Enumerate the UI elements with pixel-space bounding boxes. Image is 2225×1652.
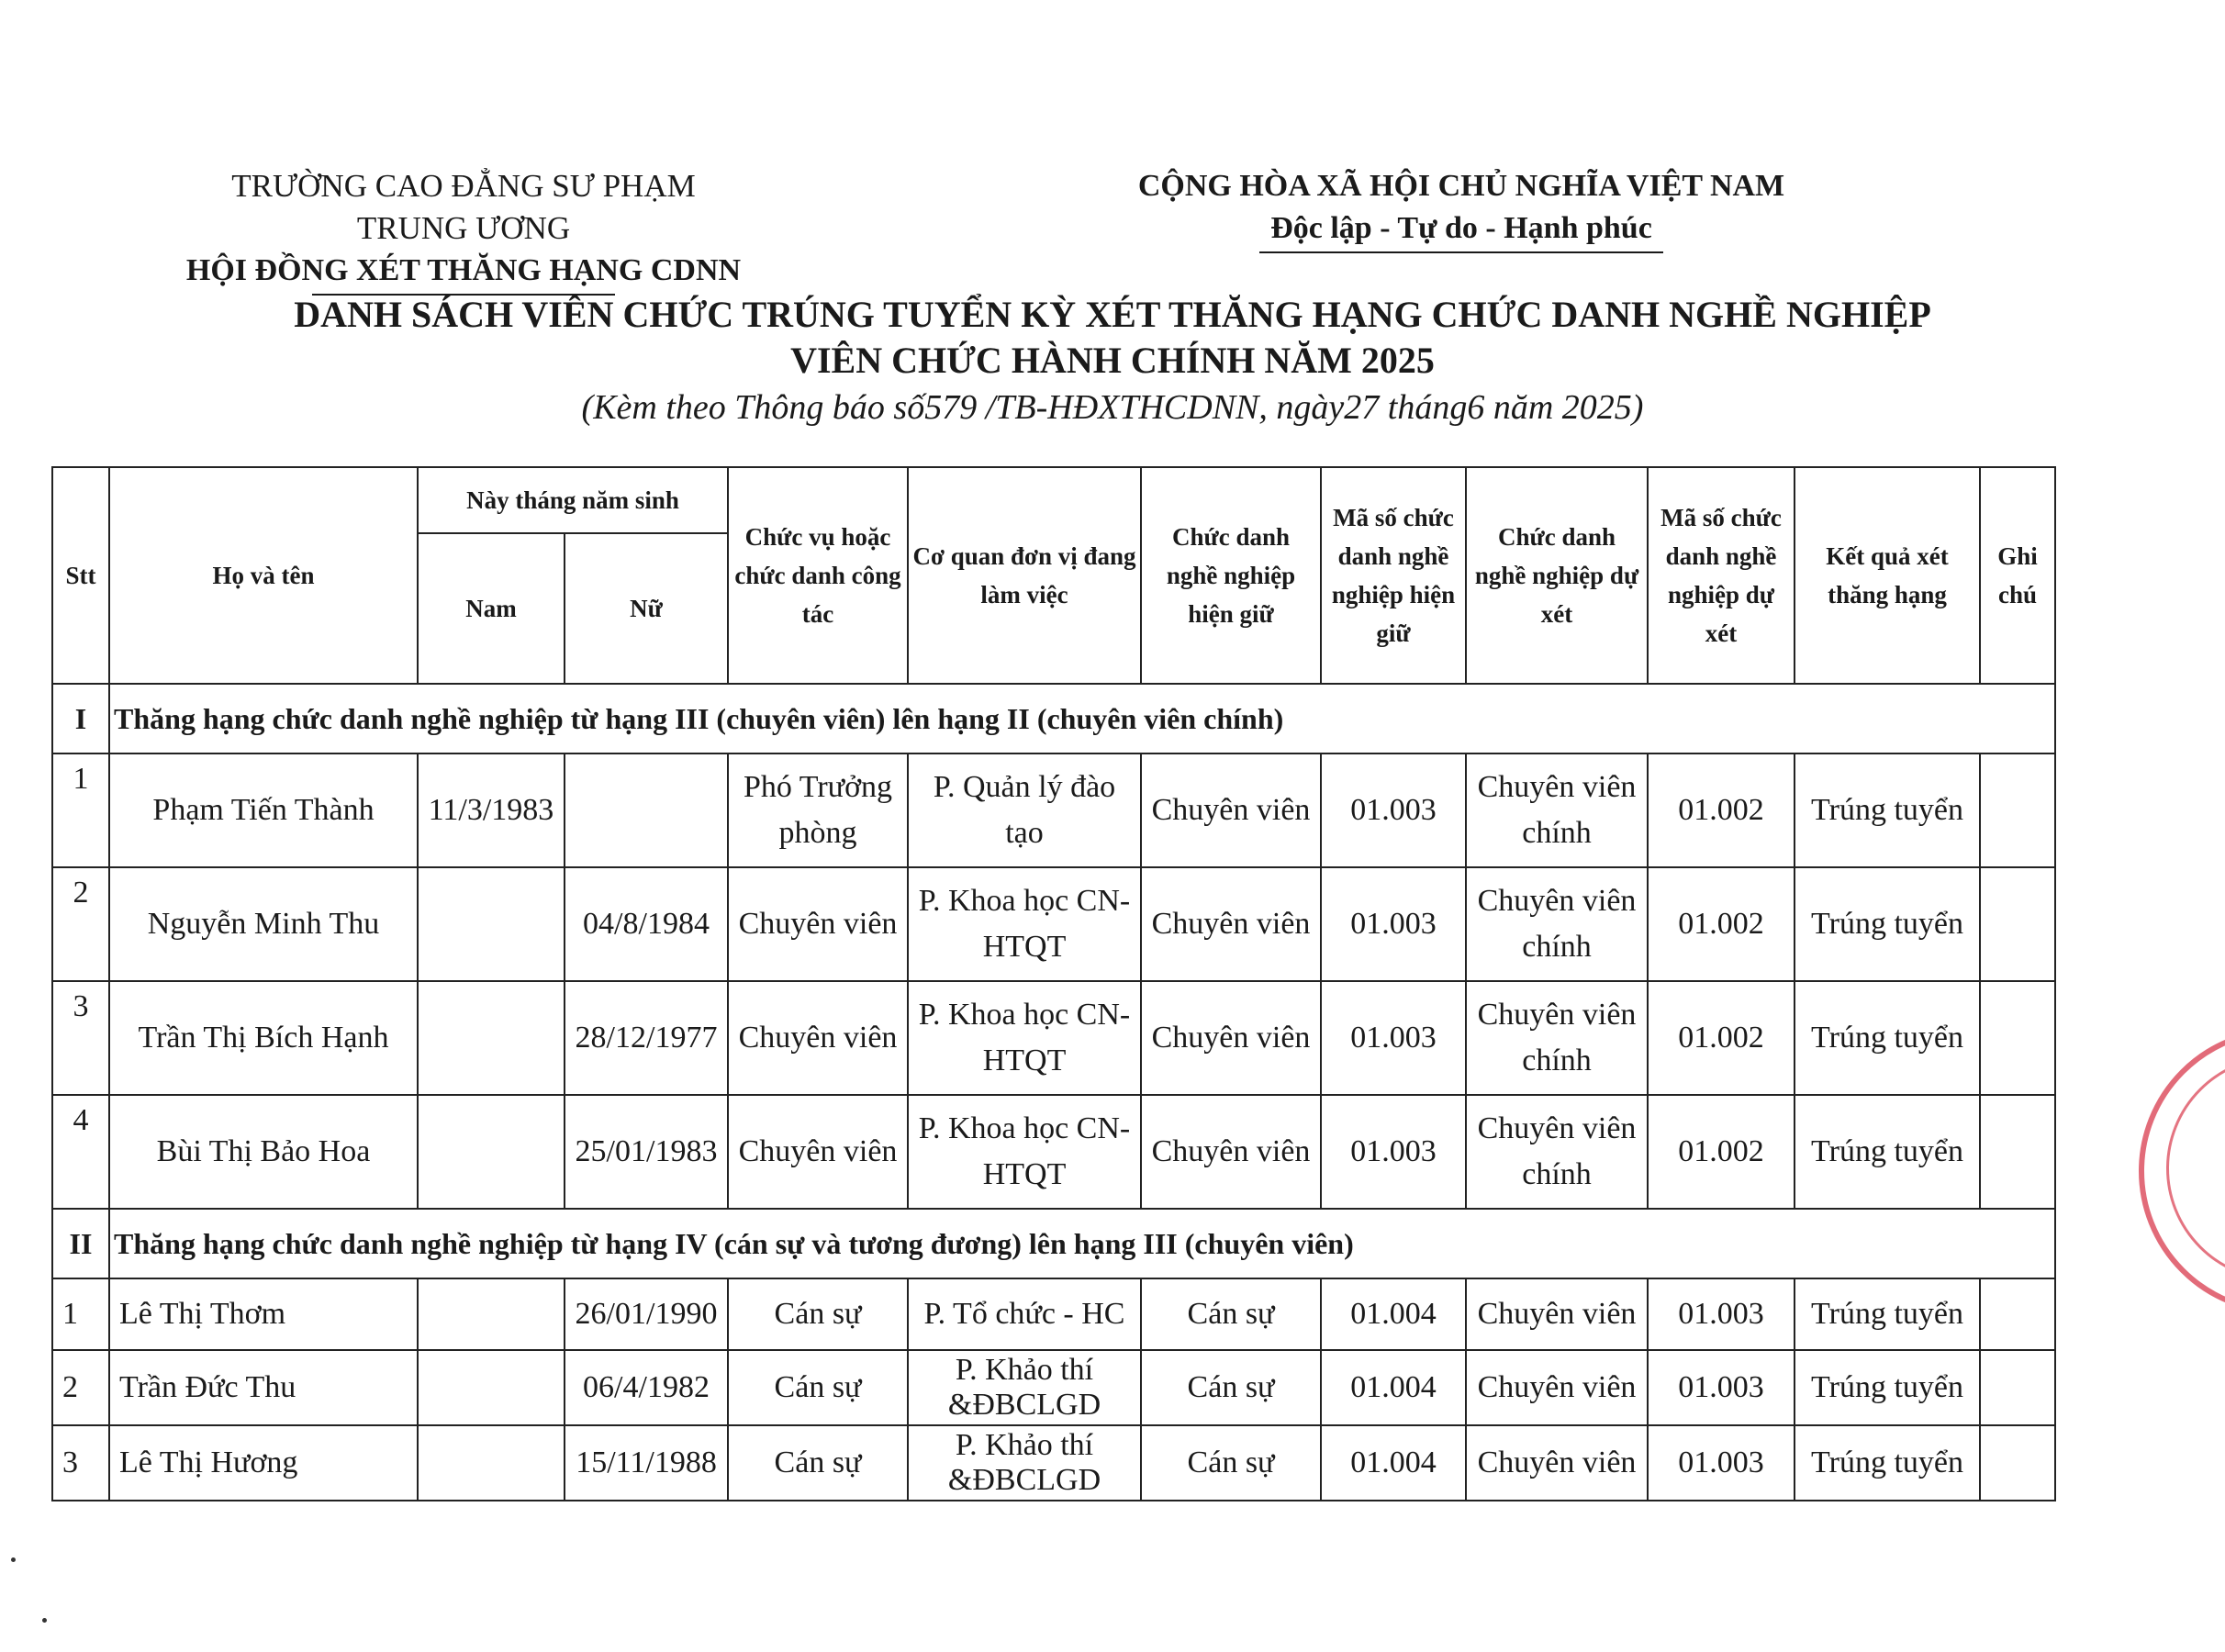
cell-name: Trần Đức Thu (109, 1350, 418, 1425)
scan-speck (11, 1557, 16, 1562)
header-result: Kết quả xét thăng hạng (1795, 467, 1980, 684)
motto: Độc lập - Tự do - Hạnh phúc (1270, 211, 1652, 245)
cell-current-code: 01.004 (1321, 1350, 1466, 1425)
header-stt: Stt (52, 467, 109, 684)
section-number: II (52, 1209, 109, 1278)
cell-result: Trúng tuyển (1795, 1425, 1980, 1501)
table-row (52, 1350, 2055, 1425)
title-line-2: VIÊN CHỨC HÀNH CHÍNH NĂM 2025 (790, 340, 1435, 381)
cell-female: 06/4/1982 (565, 1350, 728, 1425)
cell-stt: 2 (52, 1350, 109, 1425)
cell-current-title: Chuyên viên (1141, 981, 1321, 1095)
cell-target-code: 01.002 (1648, 981, 1795, 1095)
cell-female (565, 753, 728, 867)
cell-unit: P. Khảo thí &ĐBCLGD (908, 1425, 1141, 1501)
table-row (52, 1095, 2055, 1209)
cell-result: Trúng tuyển (1795, 1095, 1980, 1209)
table-row (52, 867, 2055, 981)
document-title (0, 292, 2225, 431)
cell-target-code: 01.002 (1648, 1095, 1795, 1209)
cell-note (1980, 981, 2055, 1095)
cell-target-code: 01.003 (1648, 1278, 1795, 1350)
table-header (52, 467, 2055, 684)
cell-target-code: 01.002 (1648, 753, 1795, 867)
header-right (1131, 165, 1792, 253)
cell-position: Phó Trưởng phòng (728, 753, 908, 867)
cell-result: Trúng tuyển (1795, 981, 1980, 1095)
section-row (52, 1209, 2055, 1278)
cell-note (1980, 1350, 2055, 1425)
cell-current-code: 01.003 (1321, 1095, 1466, 1209)
cell-current-title: Cán sự (1141, 1425, 1321, 1501)
header-target-code: Mã số chức danh nghề nghiệp dự xét (1648, 467, 1795, 684)
header-note: Ghi chú (1980, 467, 2055, 684)
cell-position: Chuyên viên (728, 981, 908, 1095)
country-name: CỘNG HÒA XÃ HỘI CHỦ NGHĨA VIỆT NAM (1137, 169, 1785, 203)
cell-target-code: 01.003 (1648, 1425, 1795, 1501)
table-body (52, 684, 2055, 1501)
section-title: Thăng hạng chức danh nghề nghiệp từ hạng III (chuyên viên) lên hạng II (chuyên viên chính) (109, 684, 2055, 753)
cell-male (418, 867, 565, 981)
school-name: TRƯỜNG CAO ĐẲNG SƯ PHẠM TRUNG ƯƠNG (231, 168, 696, 246)
cell-note (1980, 1425, 2055, 1501)
cell-position: Chuyên viên (728, 867, 908, 981)
cell-male (418, 1095, 565, 1209)
cell-unit: P. Tổ chức - HC (908, 1278, 1141, 1350)
cell-target-title: Chuyên viên chính (1466, 753, 1648, 867)
cell-male (418, 981, 565, 1095)
cell-male (418, 1350, 565, 1425)
cell-target-code: 01.003 (1648, 1350, 1795, 1425)
cell-stt: 3 (52, 981, 109, 1095)
header-left (184, 165, 744, 296)
cell-current-title: Chuyên viên (1141, 1095, 1321, 1209)
header-dob: Này tháng năm sinh (418, 467, 728, 533)
cell-result: Trúng tuyển (1795, 1278, 1980, 1350)
table-row (52, 1278, 2055, 1350)
table-row (52, 753, 2055, 867)
cell-position: Chuyên viên (728, 1095, 908, 1209)
council-name: HỘI ĐỒNG XÉT THĂNG HẠNG CDNN (185, 253, 742, 287)
cell-name: Lê Thị Thơm (109, 1278, 418, 1350)
cell-stt: 1 (52, 1278, 109, 1350)
cell-name: Phạm Tiến Thành (109, 753, 418, 867)
cell-result: Trúng tuyển (1795, 1350, 1980, 1425)
cell-female: 25/01/1983 (565, 1095, 728, 1209)
cell-female: 15/11/1988 (565, 1425, 728, 1501)
header-female: Nữ (565, 533, 728, 684)
cell-target-code: 01.002 (1648, 867, 1795, 981)
cell-name: Bùi Thị Bảo Hoa (109, 1095, 418, 1209)
section-row (52, 684, 2055, 753)
scan-speck (42, 1618, 47, 1623)
title-line-1: DANH SÁCH VIÊN CHỨC TRÚNG TUYỂN KỲ XÉT THĂNG HẠNG CHỨC DANH NGHỀ NGHIỆP (294, 294, 1931, 335)
title-subtitle: (Kèm theo Thông báo số579 /TB-HĐXTHCDNN, ngày27 tháng6 năm 2025) (581, 388, 1644, 427)
cell-current-code: 01.004 (1321, 1278, 1466, 1350)
cell-note (1980, 1095, 2055, 1209)
section-number: I (52, 684, 109, 753)
cell-note (1980, 753, 2055, 867)
cell-name: Lê Thị Hương (109, 1425, 418, 1501)
cell-current-title: Cán sự (1141, 1350, 1321, 1425)
cell-position: Cán sự (728, 1425, 908, 1501)
cell-stt: 2 (52, 867, 109, 981)
cell-current-title: Chuyên viên (1141, 753, 1321, 867)
header-right-underline (1259, 251, 1663, 253)
cell-position: Cán sự (728, 1350, 908, 1425)
cell-result: Trúng tuyển (1795, 753, 1980, 867)
cell-target-title: Chuyên viên chính (1466, 867, 1648, 981)
cell-unit: P. Khoa học CN-HTQT (908, 1095, 1141, 1209)
header-current-code: Mã số chức danh nghề nghiệp hiện giữ (1321, 467, 1466, 684)
cell-current-title: Chuyên viên (1141, 867, 1321, 981)
cell-male (418, 1278, 565, 1350)
cell-note (1980, 1278, 2055, 1350)
cell-position: Cán sự (728, 1278, 908, 1350)
cell-name: Nguyễn Minh Thu (109, 867, 418, 981)
cell-male: 11/3/1983 (418, 753, 565, 867)
candidates-table (51, 466, 2056, 1501)
cell-unit: P. Khảo thí &ĐBCLGD (908, 1350, 1141, 1425)
table-row (52, 1425, 2055, 1501)
cell-current-code: 01.003 (1321, 867, 1466, 981)
cell-result: Trúng tuyển (1795, 867, 1980, 981)
cell-stt: 3 (52, 1425, 109, 1501)
header-unit: Cơ quan đơn vị đang làm việc (908, 467, 1141, 684)
cell-current-title: Cán sự (1141, 1278, 1321, 1350)
cell-current-code: 01.004 (1321, 1425, 1466, 1501)
cell-target-title: Chuyên viên chính (1466, 1095, 1648, 1209)
cell-current-code: 01.003 (1321, 981, 1466, 1095)
cell-target-title: Chuyên viên (1466, 1425, 1648, 1501)
cell-female: 04/8/1984 (565, 867, 728, 981)
header-current-title: Chức danh nghề nghiệp hiện giữ (1141, 467, 1321, 684)
cell-stt: 1 (52, 753, 109, 867)
cell-target-title: Chuyên viên (1466, 1278, 1648, 1350)
header-name: Họ và tên (109, 467, 418, 684)
cell-name: Trần Thị Bích Hạnh (109, 981, 418, 1095)
cell-unit: P. Khoa học CN-HTQT (908, 867, 1141, 981)
section-title: Thăng hạng chức danh nghề nghiệp từ hạng IV (cán sự và tương đương) lên hạng III (chuyên viên) (109, 1209, 2055, 1278)
cell-stt: 4 (52, 1095, 109, 1209)
cell-current-code: 01.003 (1321, 753, 1466, 867)
cell-male (418, 1425, 565, 1501)
cell-target-title: Chuyên viên (1466, 1350, 1648, 1425)
header-male: Nam (418, 533, 565, 684)
cell-female: 26/01/1990 (565, 1278, 728, 1350)
cell-unit: P. Quản lý đào tạo (908, 753, 1141, 867)
header-target-title: Chức danh nghề nghiệp dự xét (1466, 467, 1648, 684)
cell-female: 28/12/1977 (565, 981, 728, 1095)
table-row (52, 981, 2055, 1095)
cell-unit: P. Khoa học CN-HTQT (908, 981, 1141, 1095)
cell-target-title: Chuyên viên chính (1466, 981, 1648, 1095)
header-position: Chức vụ hoặc chức danh công tác (728, 467, 908, 684)
cell-note (1980, 867, 2055, 981)
